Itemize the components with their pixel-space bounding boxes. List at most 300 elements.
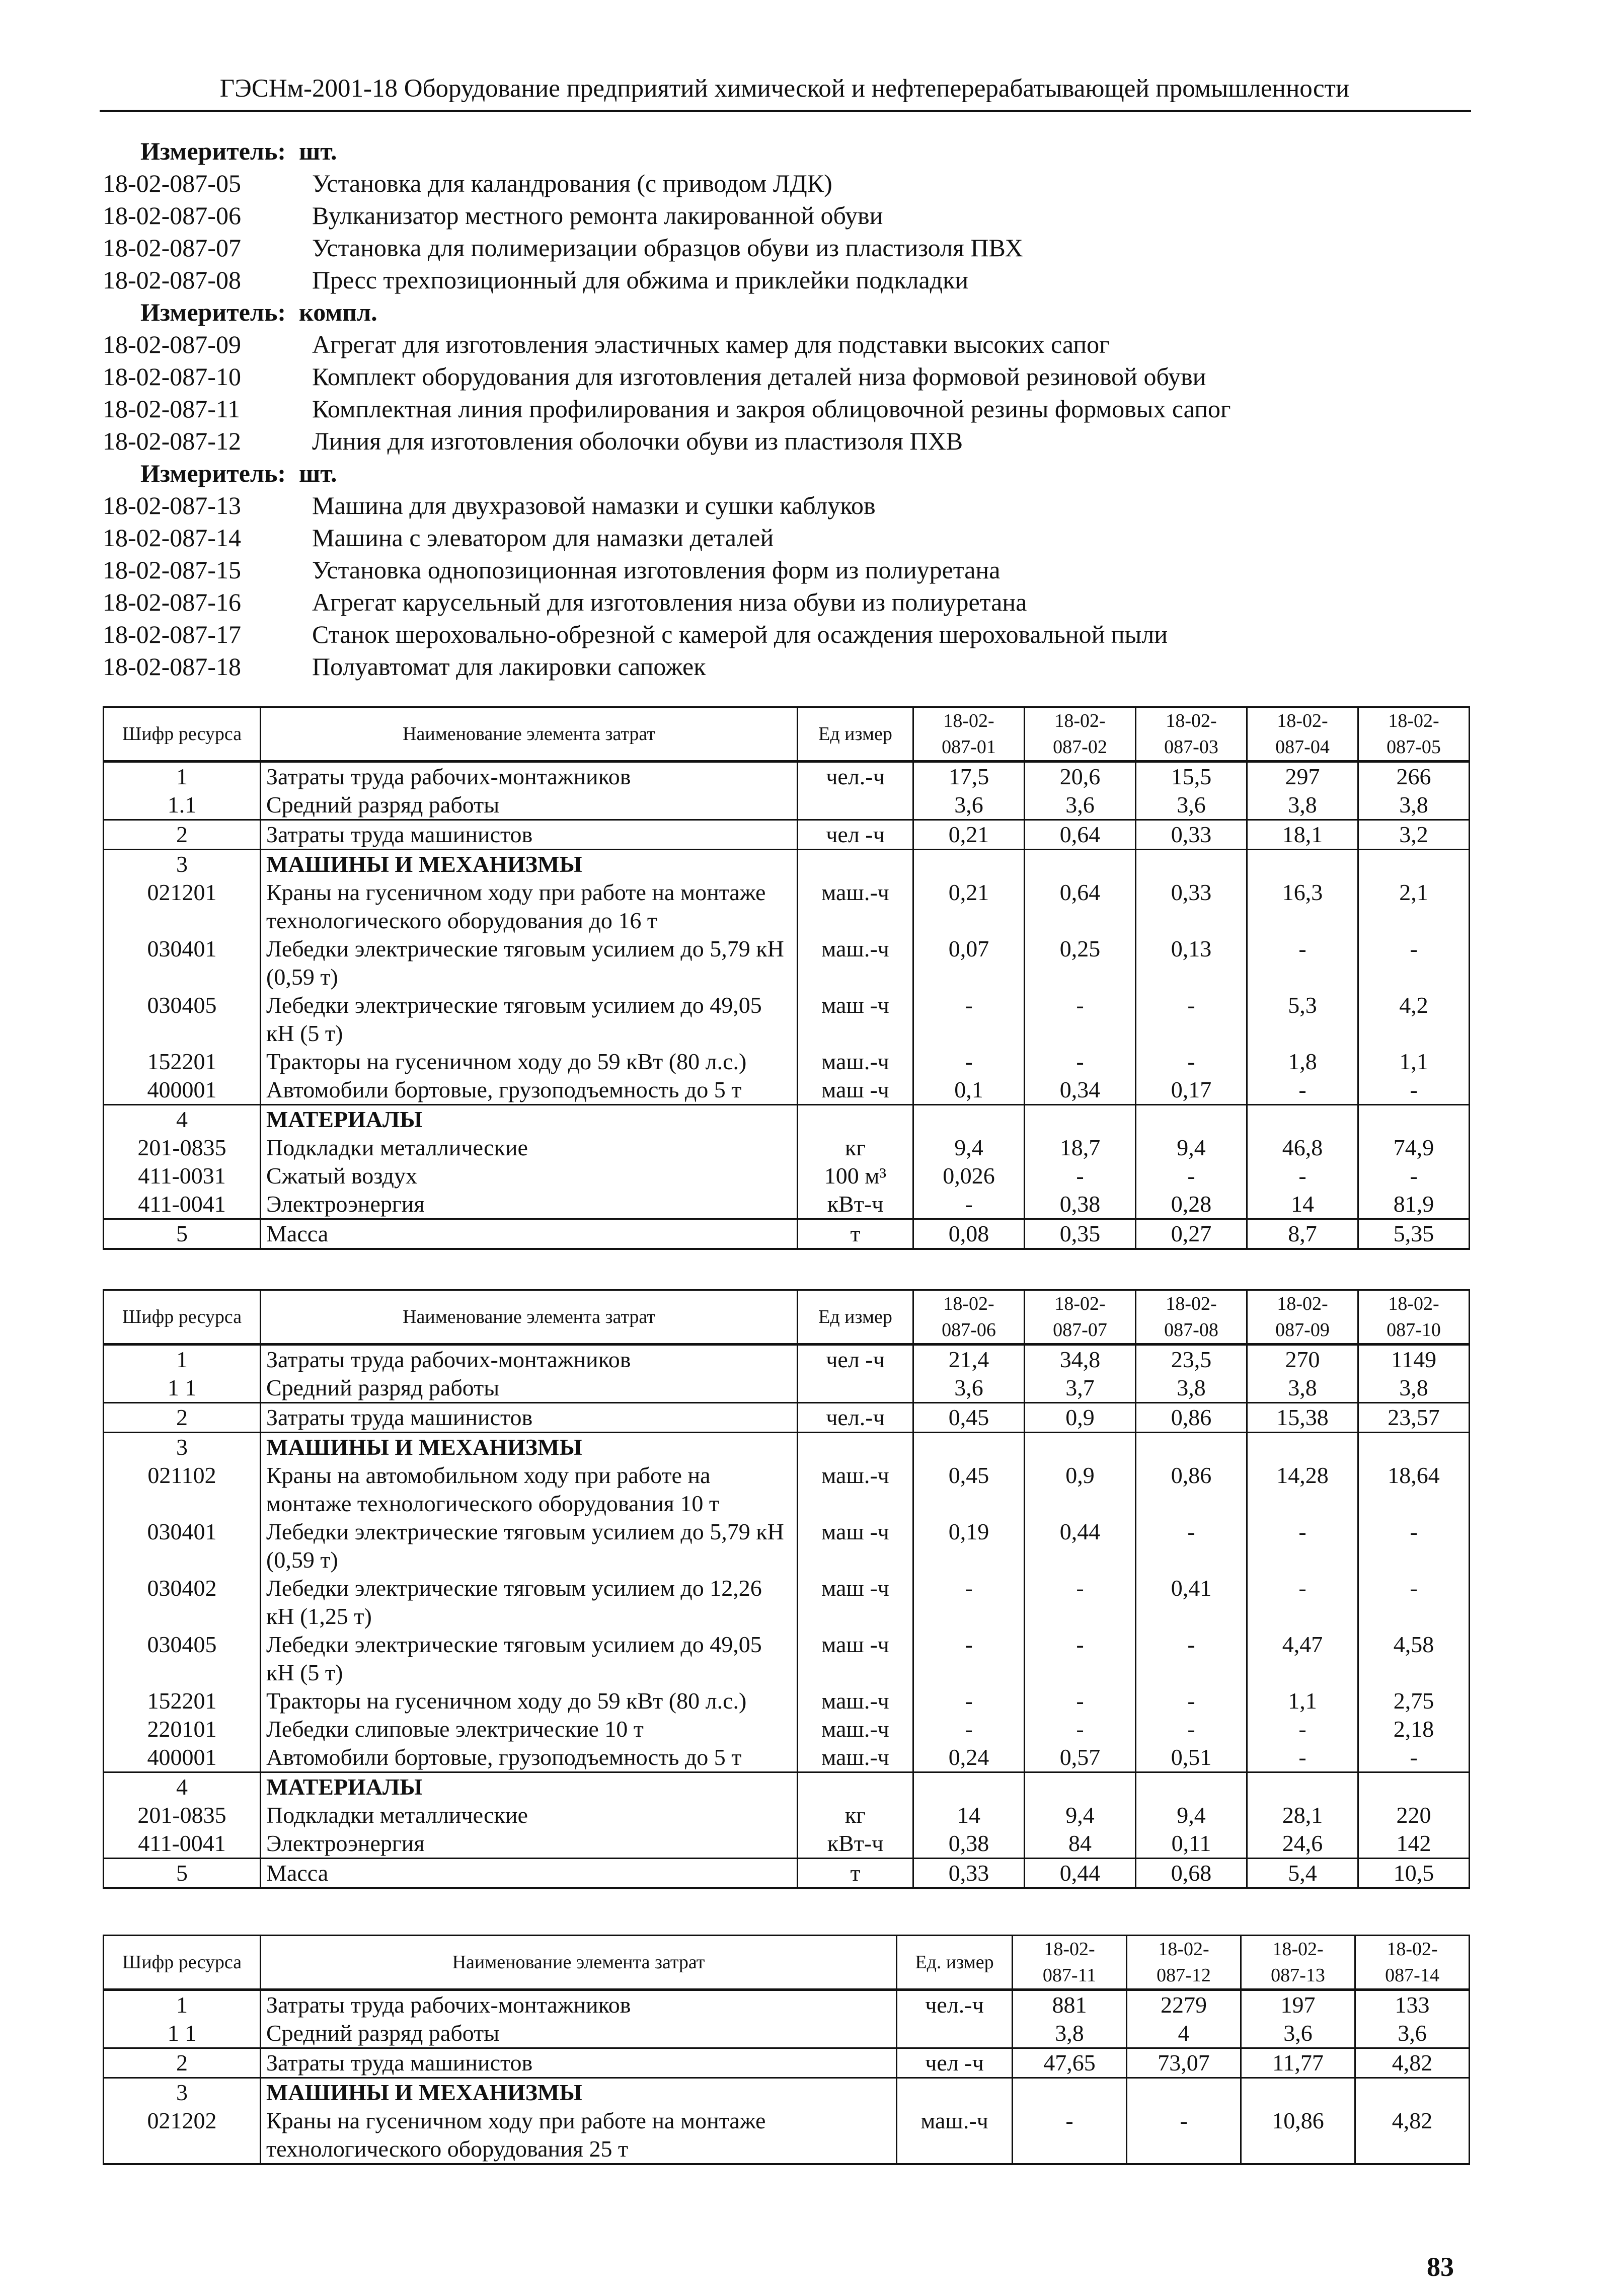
- table-row: [104, 2048, 1470, 2078]
- norm-code-part: 18-02-: [1044, 1939, 1095, 1960]
- cell-value: 0,19: [913, 1518, 1025, 1574]
- cell-value: 73,07: [1127, 2048, 1241, 2078]
- table-row: [104, 2078, 1470, 2107]
- cell-value: 3,6: [1241, 2019, 1355, 2048]
- spec-item-code: 18-02-087-07: [103, 234, 241, 262]
- spec-item-code: 18-02-087-05: [103, 169, 241, 197]
- cell-unit: маш -ч: [798, 1574, 913, 1631]
- spec-item-description: Машина для двухразовой намазки и сушки каблуков: [312, 491, 876, 520]
- cell-value: 0,41: [1136, 1574, 1247, 1631]
- cell-value: 23,5: [1136, 1345, 1247, 1374]
- cell-cost-element: Затраты труда рабочих-монтажников: [261, 1990, 897, 2020]
- cell-value: 142: [1358, 1829, 1470, 1859]
- cell-value: 3,6: [1355, 2019, 1470, 2048]
- cell-value: 11,77: [1241, 2048, 1355, 2078]
- cell-value: 21,4: [913, 1345, 1025, 1374]
- spec-item-code: 18-02-087-09: [103, 330, 241, 358]
- cell-unit: кВт-ч: [798, 1190, 913, 1219]
- cell-cost-element: Затраты труда машинистов: [261, 2048, 897, 2078]
- cell-cost-element: Электроэнергия: [261, 1190, 798, 1219]
- cell-value: 881: [1013, 1990, 1127, 2020]
- cell-value: -: [1247, 1076, 1358, 1105]
- cell-value: 133: [1355, 1990, 1470, 2020]
- cell-unit: чел -ч: [798, 1345, 913, 1374]
- cell-resource-code: 4: [104, 1772, 261, 1802]
- header-unit: Ед измер: [798, 1290, 913, 1345]
- cell-value: 14,28: [1247, 1461, 1358, 1518]
- cell-unit: т: [798, 1219, 913, 1249]
- cell-unit: [798, 1374, 913, 1403]
- cell-value: -: [1025, 1687, 1136, 1715]
- cell-value: 3,6: [1136, 791, 1247, 820]
- meter-line: [103, 135, 1472, 167]
- cell-resource-code: 1.1: [104, 791, 261, 820]
- cell-value: 15,5: [1136, 762, 1247, 791]
- cell-value: [1241, 2078, 1355, 2107]
- norm-code-part: 18-02-: [1387, 1939, 1438, 1960]
- norm-code-part: 18-02-: [1054, 1293, 1106, 1314]
- meter-line: [103, 296, 1472, 328]
- spec-item-description: Установка для каландрования (с приводом ЛДК): [312, 169, 832, 197]
- header-norm-code: [1136, 1290, 1247, 1345]
- spec-item-code: 18-02-087-06: [103, 201, 241, 230]
- cell-resource-code: 5: [104, 1219, 261, 1249]
- header-norm-code: [1355, 1936, 1470, 1990]
- cell-value: 46,8: [1247, 1134, 1358, 1162]
- cell-cost-element: Средний разряд работы: [261, 2019, 897, 2048]
- header-norm-code: [1247, 1290, 1358, 1345]
- table-row: [104, 1190, 1470, 1219]
- resource-table-2: [103, 1289, 1470, 1889]
- table-row: [104, 1105, 1470, 1134]
- header-norm-code: [1241, 1936, 1355, 1990]
- meter-line: [103, 457, 1472, 489]
- cell-cost-element: Затраты труда машинистов: [261, 820, 798, 850]
- spec-item-code: 18-02-087-15: [103, 556, 241, 584]
- cell-resource-code: 021102: [104, 1461, 261, 1518]
- meter-label: Измеритель:: [140, 298, 286, 326]
- cell-value: 10,86: [1241, 2107, 1355, 2164]
- cell-value: 4,82: [1355, 2048, 1470, 2078]
- resource-table-3: [103, 1935, 1470, 2165]
- cell-cost-element: Лебедки электрические тяговым усилием до 49,05 кН (5 т): [261, 991, 798, 1048]
- cell-value: 17,5: [913, 762, 1025, 791]
- cell-value: [1136, 850, 1247, 879]
- cell-value: 0,07: [913, 935, 1025, 991]
- cell-value: -: [1025, 1162, 1136, 1190]
- cell-value: -: [1127, 2107, 1241, 2164]
- table-header-row: [104, 707, 1470, 762]
- cell-value: 4,58: [1358, 1631, 1470, 1687]
- cell-cost-element: Электроэнергия: [261, 1829, 798, 1859]
- header-resource-code: Шифр ресурса: [104, 1936, 261, 1990]
- norm-code-part: 087-11: [1042, 1965, 1097, 1986]
- cell-value: 0,24: [913, 1743, 1025, 1772]
- cell-value: [1355, 2078, 1470, 2107]
- cell-value: 197: [1241, 1990, 1355, 2020]
- meter-unit: шт.: [299, 137, 337, 165]
- cell-cost-element: МАШИНЫ И МЕХАНИЗМЫ: [261, 850, 798, 879]
- cell-value: -: [1136, 1048, 1247, 1076]
- cell-value: 0,44: [1025, 1859, 1136, 1889]
- cell-resource-code: 030401: [104, 935, 261, 991]
- cell-value: 14: [1247, 1190, 1358, 1219]
- table-header-row: [104, 1936, 1470, 1990]
- cell-value: [1247, 850, 1358, 879]
- table-row: [104, 791, 1470, 820]
- table-row: [104, 1743, 1470, 1772]
- norm-code-part: 18-02-: [1054, 710, 1106, 731]
- cell-value: 3,8: [1013, 2019, 1127, 2048]
- cell-value: 0,08: [913, 1219, 1025, 1249]
- cell-cost-element: Тракторы на гусеничном ходу до 59 кВт (80 л.с.): [261, 1687, 798, 1715]
- spec-item: [103, 167, 1472, 199]
- cell-value: 9,4: [1136, 1801, 1247, 1829]
- cell-value: 3,6: [1025, 791, 1136, 820]
- cell-value: 270: [1247, 1345, 1358, 1374]
- cell-resource-code: 030401: [104, 1518, 261, 1574]
- cell-unit: чел -ч: [897, 2048, 1013, 2078]
- cell-unit: [897, 2078, 1013, 2107]
- cell-cost-element: Автомобили бортовые, грузоподъемность до 5 т: [261, 1076, 798, 1105]
- cell-value: 3,2: [1358, 820, 1470, 850]
- cell-value: 16,3: [1247, 878, 1358, 935]
- cell-unit: маш.-ч: [798, 1048, 913, 1076]
- cell-value: 3,6: [913, 1374, 1025, 1403]
- cell-resource-code: 021201: [104, 878, 261, 935]
- cell-value: [913, 850, 1025, 879]
- cell-cost-element: Автомобили бортовые, грузоподъемность до 5 т: [261, 1743, 798, 1772]
- cell-value: [1358, 850, 1470, 879]
- cell-unit: 100 м³: [798, 1162, 913, 1190]
- page-header-title: ГЭСНм-2001-18 Оборудование предприятий химической и нефтеперерабатывающей промышленности: [219, 75, 1350, 103]
- page-number: 83: [1427, 2252, 1454, 2282]
- cell-value: 3,8: [1136, 1374, 1247, 1403]
- spec-item-description: Машина с элеватором для намазки деталей: [312, 524, 774, 552]
- table-row: [104, 935, 1470, 991]
- cell-value: -: [1358, 1574, 1470, 1631]
- norm-code-part: 087-02: [1053, 736, 1107, 758]
- cell-value: -: [1358, 1076, 1470, 1105]
- spec-item: [103, 618, 1472, 650]
- cell-value: -: [913, 1574, 1025, 1631]
- cell-unit: [798, 1772, 913, 1802]
- cell-value: [913, 1772, 1025, 1802]
- cell-value: 1149: [1358, 1345, 1470, 1374]
- spec-item-description: Комплект оборудования для изготовления деталей низа формовой резиновой обуви: [312, 362, 1206, 391]
- cell-value: 0,64: [1025, 878, 1136, 935]
- cell-value: 4,2: [1358, 991, 1470, 1048]
- cell-value: 0,17: [1136, 1076, 1247, 1105]
- cell-value: -: [1247, 1715, 1358, 1743]
- cell-resource-code: 152201: [104, 1687, 261, 1715]
- cell-value: [1025, 1433, 1136, 1462]
- cell-value: 5,4: [1247, 1859, 1358, 1889]
- cell-unit: маш.-ч: [897, 2107, 1013, 2164]
- cell-value: 0,1: [913, 1076, 1025, 1105]
- cell-value: -: [913, 1190, 1025, 1219]
- cell-resource-code: 411-0041: [104, 1190, 261, 1219]
- header-norm-code: [913, 707, 1025, 762]
- cell-unit: чел.-ч: [798, 1403, 913, 1433]
- cell-value: [1358, 1433, 1470, 1462]
- meter-unit: компл.: [299, 298, 377, 326]
- cell-cost-element: МАШИНЫ И МЕХАНИЗМЫ: [261, 1433, 798, 1462]
- cell-unit: [897, 2019, 1013, 2048]
- cell-value: 0,35: [1025, 1219, 1136, 1249]
- cell-value: [1025, 1105, 1136, 1134]
- cell-value: -: [913, 1048, 1025, 1076]
- cell-resource-code: 1: [104, 1990, 261, 2020]
- cell-cost-element: Лебедки электрические тяговым усилием до 49,05 кН (5 т): [261, 1631, 798, 1687]
- cell-value: [1358, 1105, 1470, 1134]
- cell-value: -: [1025, 991, 1136, 1048]
- spec-item-description: Установка для полимеризации образцов обуви из пластизоля ПВХ: [312, 234, 1023, 262]
- cell-cost-element: Лебедки электрические тяговым усилием до 12,26 кН (1,25 т): [261, 1574, 798, 1631]
- cell-value: 2,75: [1358, 1687, 1470, 1715]
- cell-resource-code: 1: [104, 1345, 261, 1374]
- cell-value: -: [913, 991, 1025, 1048]
- spec-item: [103, 650, 1472, 683]
- cell-resource-code: 201-0835: [104, 1134, 261, 1162]
- cell-cost-element: Краны на автомобильном ходу при работе на монтаже технологического оборудования 10 т: [261, 1461, 798, 1518]
- header-resource-code: Шифр ресурса: [104, 707, 261, 762]
- cell-value: -: [1136, 1631, 1247, 1687]
- meter-label: Измеритель:: [140, 459, 286, 487]
- cell-value: 0,86: [1136, 1461, 1247, 1518]
- cell-unit: маш -ч: [798, 991, 913, 1048]
- meter-label: Измеритель:: [140, 137, 286, 165]
- header-cost-element: Наименование элемента затрат: [261, 707, 798, 762]
- table-row: [104, 991, 1470, 1048]
- spec-item-code: 18-02-087-08: [103, 266, 241, 294]
- norm-code-part: 087-07: [1053, 1319, 1107, 1341]
- cell-value: 4,82: [1355, 2107, 1470, 2164]
- spec-item: [103, 554, 1472, 586]
- cell-value: -: [1025, 1631, 1136, 1687]
- cell-value: -: [1013, 2107, 1127, 2164]
- cell-value: 266: [1358, 762, 1470, 791]
- table-row: [104, 1518, 1470, 1574]
- cell-cost-element: Средний разряд работы: [261, 1374, 798, 1403]
- cell-unit: маш.-ч: [798, 935, 913, 991]
- cell-resource-code: 3: [104, 1433, 261, 1462]
- cell-value: 0,27: [1136, 1219, 1247, 1249]
- cell-unit: чел.-ч: [798, 762, 913, 791]
- cell-value: 9,4: [1136, 1134, 1247, 1162]
- cell-value: -: [1136, 1687, 1247, 1715]
- cell-value: 0,026: [913, 1162, 1025, 1190]
- cell-resource-code: 411-0041: [104, 1829, 261, 1859]
- cell-resource-code: 1 1: [104, 2019, 261, 2048]
- cell-unit: т: [798, 1859, 913, 1889]
- cell-value: [1247, 1105, 1358, 1134]
- cell-cost-element: Масса: [261, 1219, 798, 1249]
- cell-value: 0,34: [1025, 1076, 1136, 1105]
- spec-item-description: Линия для изготовления оболочки обуви из пластизоля ПХВ: [312, 427, 963, 455]
- cell-value: [1013, 2078, 1127, 2107]
- spec-item-description: Установка однопозиционная изготовления форм из полиуретана: [312, 556, 1001, 584]
- cell-value: 18,64: [1358, 1461, 1470, 1518]
- cell-value: 1,8: [1247, 1048, 1358, 1076]
- cell-value: -: [1358, 1518, 1470, 1574]
- cell-value: 3,7: [1025, 1374, 1136, 1403]
- header-unit: Ед измер: [798, 707, 913, 762]
- cell-cost-element: Затраты труда рабочих-монтажников: [261, 762, 798, 791]
- cell-value: 2279: [1127, 1990, 1241, 2020]
- cell-resource-code: 1: [104, 762, 261, 791]
- table-row: [104, 1990, 1470, 2020]
- cell-resource-code: 5: [104, 1859, 261, 1889]
- spec-item-description: Комплектная линия профилирования и закроя облицовочной резины формовых сапог: [312, 395, 1231, 423]
- table-row: [104, 762, 1470, 791]
- norm-code-part: 087-01: [942, 736, 996, 758]
- cell-unit: маш.-ч: [798, 1743, 913, 1772]
- cell-unit: маш -ч: [798, 1631, 913, 1687]
- norm-code-part: 18-02-: [1158, 1939, 1209, 1960]
- spec-item-description: Полуавтомат для лакировки сапожек: [312, 652, 706, 681]
- cell-value: 4: [1127, 2019, 1241, 2048]
- cell-value: -: [1358, 1162, 1470, 1190]
- spec-item: [103, 264, 1472, 296]
- norm-code-part: 18-02-: [1277, 710, 1328, 731]
- cell-value: 3,8: [1247, 791, 1358, 820]
- table-row: [104, 1829, 1470, 1859]
- cell-cost-element: МАТЕРИАЛЫ: [261, 1772, 798, 1802]
- norm-code-part: 18-02-: [1166, 1293, 1217, 1314]
- cell-value: 0,57: [1025, 1743, 1136, 1772]
- cell-value: -: [1247, 1518, 1358, 1574]
- cell-value: 3,8: [1358, 1374, 1470, 1403]
- cell-value: [1025, 850, 1136, 879]
- cell-value: 0,13: [1136, 935, 1247, 991]
- cell-resource-code: 030402: [104, 1574, 261, 1631]
- norm-code-part: 087-13: [1271, 1965, 1325, 1986]
- header-norm-code: [1358, 707, 1470, 762]
- table-row: [104, 1403, 1470, 1433]
- header-rule: [100, 110, 1471, 112]
- norm-code-part: 18-02-: [1388, 710, 1439, 731]
- cell-resource-code: 030405: [104, 1631, 261, 1687]
- cell-cost-element: Подкладки металлические: [261, 1801, 798, 1829]
- cell-value: 0,64: [1025, 820, 1136, 850]
- norm-code-part: 18-02-: [1272, 1939, 1324, 1960]
- table-row: [104, 1374, 1470, 1403]
- cell-unit: маш.-ч: [798, 1461, 913, 1518]
- cell-value: 3,6: [913, 791, 1025, 820]
- cell-resource-code: 1 1: [104, 1374, 261, 1403]
- cell-cost-element: Сжатый воздух: [261, 1162, 798, 1190]
- cell-resource-code: 3: [104, 850, 261, 879]
- cell-value: 0,28: [1136, 1190, 1247, 1219]
- item-specification-list: [103, 135, 1472, 683]
- spec-item-description: Агрегат для изготовления эластичных камер для подставки высоких сапог: [312, 330, 1110, 358]
- table-row: [104, 1219, 1470, 1249]
- cell-unit: [798, 850, 913, 879]
- cell-value: -: [913, 1631, 1025, 1687]
- norm-code-part: 18-02-: [1277, 1293, 1328, 1314]
- norm-code-part: 18-02-: [943, 1293, 994, 1314]
- header-norm-code: [1247, 707, 1358, 762]
- table-row: [104, 1345, 1470, 1374]
- cell-value: 0,86: [1136, 1403, 1247, 1433]
- cell-cost-element: Краны на гусеничном ходу при работе на монтаже технологического оборудования 25 т: [261, 2107, 897, 2164]
- header-norm-code: [913, 1290, 1025, 1345]
- cell-value: 0,33: [1136, 820, 1247, 850]
- cell-value: 1,1: [1247, 1687, 1358, 1715]
- norm-code-part: 087-03: [1164, 736, 1218, 758]
- cell-value: 2,1: [1358, 878, 1470, 935]
- cell-value: 220: [1358, 1801, 1470, 1829]
- cell-unit: кг: [798, 1134, 913, 1162]
- cell-value: 15,38: [1247, 1403, 1358, 1433]
- cell-unit: маш -ч: [798, 1518, 913, 1574]
- cell-cost-element: Краны на гусеничном ходу при работе на монтаже технологического оборудования до 16 т: [261, 878, 798, 935]
- table-row: [104, 2107, 1470, 2164]
- cell-unit: кВт-ч: [798, 1829, 913, 1859]
- spec-item: [103, 586, 1472, 618]
- table-row: [104, 850, 1470, 879]
- cell-value: -: [1136, 1162, 1247, 1190]
- cell-unit: маш.-ч: [798, 878, 913, 935]
- spec-item: [103, 393, 1472, 425]
- table-row: [104, 1574, 1470, 1631]
- spec-item: [103, 425, 1472, 457]
- cell-value: [1247, 1433, 1358, 1462]
- spec-item-description: Пресс трехпозиционный для обжима и приклейки подкладки: [312, 266, 969, 294]
- norm-code-part: 18-02-: [1166, 710, 1217, 731]
- cell-value: -: [1358, 1743, 1470, 1772]
- header-unit: Ед. измер: [897, 1936, 1013, 1990]
- norm-code-part: 18-02-: [1388, 1293, 1439, 1314]
- cell-cost-element: Затраты труда рабочих-монтажников: [261, 1345, 798, 1374]
- cell-cost-element: Затраты труда машинистов: [261, 1403, 798, 1433]
- cell-resource-code: 030405: [104, 991, 261, 1048]
- cell-value: 9,4: [1025, 1801, 1136, 1829]
- resource-table-1: [103, 706, 1470, 1250]
- table-row: [104, 1801, 1470, 1829]
- cell-value: [1025, 1772, 1136, 1802]
- spec-item: [103, 489, 1472, 522]
- cell-value: -: [1136, 991, 1247, 1048]
- table-row: [104, 878, 1470, 935]
- cell-value: 10,5: [1358, 1859, 1470, 1889]
- table-row: [104, 1048, 1470, 1076]
- cell-value: 0,33: [913, 1859, 1025, 1889]
- cell-value: [1247, 1772, 1358, 1802]
- norm-code-part: 087-14: [1385, 1965, 1439, 1986]
- spec-item-code: 18-02-087-18: [103, 652, 241, 681]
- table-header-row: [104, 1290, 1470, 1345]
- cell-value: 0,9: [1025, 1461, 1136, 1518]
- cell-value: 14: [913, 1801, 1025, 1829]
- cell-resource-code: 2: [104, 2048, 261, 2078]
- spec-item-code: 18-02-087-13: [103, 491, 241, 520]
- spec-item-code: 18-02-087-16: [103, 588, 241, 616]
- cell-unit: чел -ч: [798, 820, 913, 850]
- cell-resource-code: 220101: [104, 1715, 261, 1743]
- cell-value: 34,8: [1025, 1345, 1136, 1374]
- cell-cost-element: Лебедки слиповые электрические 10 т: [261, 1715, 798, 1743]
- spec-item: [103, 328, 1472, 360]
- spec-item-description: Станок шероховально-обрезной с камерой для осаждения шероховальной пыли: [312, 620, 1168, 648]
- cell-value: 0,45: [913, 1403, 1025, 1433]
- table-row: [104, 1687, 1470, 1715]
- cell-value: -: [1025, 1048, 1136, 1076]
- cell-resource-code: 201-0835: [104, 1801, 261, 1829]
- cell-value: -: [1136, 1518, 1247, 1574]
- cell-resource-code: 2: [104, 1403, 261, 1433]
